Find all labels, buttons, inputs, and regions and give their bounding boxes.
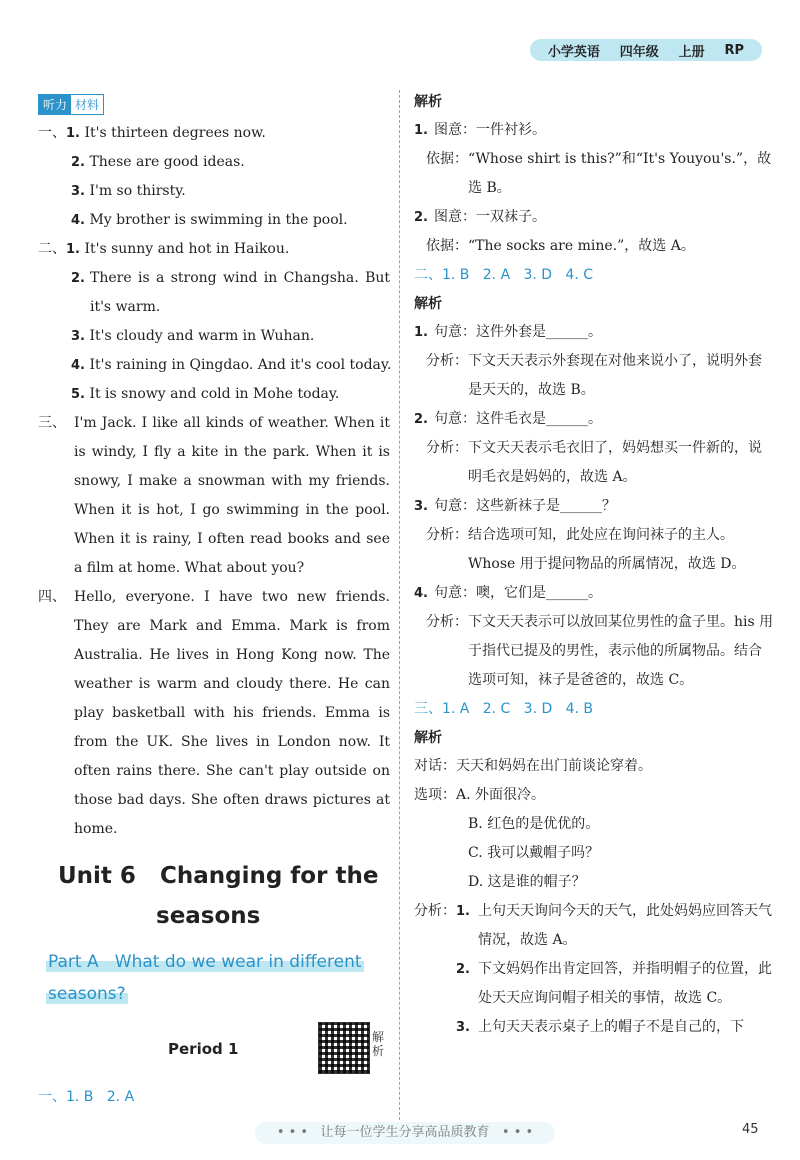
analysis-heading: 解析 [414, 730, 442, 746]
item-text: It's cloudy and warm in Wuhan. [89, 328, 315, 344]
section-4 [38, 583, 390, 844]
note-label: 句意： [434, 498, 476, 514]
section-2 [38, 235, 390, 409]
period-title: Period 1 [168, 1040, 239, 1058]
part-title [38, 946, 390, 1010]
note-line [414, 608, 774, 695]
part1-notes [414, 116, 774, 261]
list-item [38, 264, 390, 322]
note-label: 对话： [414, 758, 456, 774]
item-number: 3. [71, 184, 85, 199]
options-block [414, 781, 774, 897]
section-label: 四、 [38, 589, 66, 605]
section-label: 一、 [38, 125, 66, 141]
header-edition: RP [724, 42, 745, 58]
note-label: 分析： [426, 527, 468, 543]
section-1 [38, 119, 390, 235]
note-label: 句意： [434, 324, 476, 340]
part-title-line-1: Part A What do we wear in different [48, 952, 362, 972]
item-text: It's raining in Qingdao. And it's cool today. [89, 357, 392, 373]
list-item [38, 380, 390, 409]
note-text: 下文天天表示毛衣旧了，妈妈想买一件新的，说明毛衣是妈妈的，故选 A。 [468, 440, 762, 485]
list-item [38, 148, 390, 177]
unit-title-line-1: Unit 6 Changing for the [58, 863, 379, 889]
footer-slogan: • • • 让每一位学生分享高品质教育 • • • [255, 1122, 555, 1144]
header-term: 上册 [678, 44, 705, 60]
answers-section-2: 二、1. B 2. A 3. D 4. C [414, 267, 594, 283]
list-item [38, 119, 390, 148]
answers: 1. B 2. A [66, 1089, 135, 1105]
option-item: A. 外面很冷。 [456, 787, 546, 803]
note-label: 句意： [434, 411, 476, 427]
note-label: 依据： [426, 238, 468, 254]
note-text: 这件毛衣是______。 [476, 411, 602, 427]
page-number: 45 [742, 1122, 759, 1137]
note-label: 选项： [414, 787, 456, 803]
option-item: D. 这是谁的帽子？ [468, 874, 586, 890]
note-text: 这些新袜子是______？ [476, 498, 616, 514]
answers-section-3: 三、1. A 2. C 3. D 4. B [414, 701, 594, 717]
note-line [414, 434, 774, 492]
note-text: 天天和妈妈在出门前谈论穿着。 [456, 758, 652, 774]
note-line [414, 203, 774, 232]
section-label: 二、 [38, 241, 66, 257]
item-text: These are good ideas. [89, 154, 245, 170]
note-line [414, 492, 774, 521]
note-text: 一双袜子。 [476, 209, 546, 225]
note-text: 一件衬衫。 [476, 122, 546, 138]
options-list [456, 781, 774, 897]
answer-line [38, 1086, 134, 1106]
option-item: B. 红色的是优优的。 [468, 816, 600, 832]
note-text: 这件外套是______。 [476, 324, 602, 340]
part-title-line-2: seasons? [48, 984, 126, 1004]
section-label: 三、 [38, 415, 66, 431]
left-column [38, 94, 390, 1010]
item-number: 1. [66, 242, 80, 257]
item-number: 3. [71, 329, 85, 344]
item-number: 2. [414, 210, 428, 225]
qr-label: 解析 [372, 1030, 385, 1058]
item-number: 1. [414, 123, 428, 138]
passage-text: Hello, everyone. I have two new friends. They are Mark and Emma. Mark is from Australia. He lives in Hong Kong now. The weather is warm and cloudy there. He can play basketball with his friends. Emma is from the UK. She lives in London now. It often rains there. She can't play outside on those bad days. She often draws pictures at home. [74, 589, 390, 837]
note-line [414, 347, 774, 405]
item-number: 1. [456, 904, 470, 919]
header-grade: 四年级 [619, 44, 659, 60]
passage-text: I'm Jack. I like all kinds of weather. When it is windy, I fly a kite in the park. When it is snowy, I make a snowman with my friends. When it is hot, I go swimming in the pool. When it is rainy, I often read books and see a film at home. What about you? [74, 415, 390, 576]
note-label: 分析： [426, 440, 468, 456]
analysis-heading: 解析 [414, 296, 442, 312]
note-label: 图意： [434, 209, 476, 225]
dialog-line [414, 752, 774, 781]
analysis-item [456, 955, 774, 1013]
badge-part-1: 听力 [39, 95, 71, 114]
header-subject: 小学英语 [547, 44, 600, 60]
part2-notes [414, 318, 774, 695]
analysis-item [456, 897, 774, 955]
note-text: 结合选项可知，此处应在询问袜子的主人。Whose 用于提问物品的所属情况，故选 D。 [468, 527, 746, 572]
item-number: 4. [414, 586, 428, 601]
item-number: 3. [414, 499, 428, 514]
note-line [414, 521, 774, 579]
item-number: 2. [71, 155, 85, 170]
note-line [414, 116, 774, 145]
item-number: 2. [414, 412, 428, 427]
note-label: 分析： [414, 903, 456, 919]
option-item: C. 我可以戴帽子吗？ [468, 845, 600, 861]
item-number: 2. [456, 962, 470, 977]
right-column [414, 88, 774, 1042]
analysis-list [456, 897, 774, 1042]
note-line [414, 579, 774, 608]
unit-title [38, 856, 390, 936]
item-text: It's sunny and hot in Haikou. [84, 241, 290, 257]
unit-title-line-2: seasons [156, 903, 261, 929]
listening-material-badge [38, 94, 104, 115]
note-text: 下文天天表示可以放回某位男性的盒子里。his 用于指代已提及的男性，表示他的所属物品。结合选项可知，袜子是爸爸的，故选 C。 [468, 614, 774, 688]
analysis-item [456, 1013, 774, 1042]
note-text: “Whose shirt is this?”和“It's Youyou's.”，故选 B。 [468, 151, 772, 196]
analysis-heading: 解析 [414, 94, 442, 110]
badge-part-2: 材料 [71, 95, 103, 114]
header-bar [530, 39, 762, 61]
section-label: 一、 [38, 1089, 66, 1105]
item-number: 1. [414, 325, 428, 340]
item-text: It is snowy and cold in Mohe today. [89, 386, 340, 402]
item-number: 5. [71, 387, 85, 402]
note-label: 依据： [426, 151, 468, 167]
item-number: 3. [456, 1020, 470, 1035]
list-item [38, 177, 390, 206]
note-label: 分析： [426, 614, 468, 630]
item-number: 2. [71, 271, 85, 286]
item-text: My brother is swimming in the pool. [89, 212, 348, 228]
item-text: There is a strong wind in Changsha. But it's warm. [89, 270, 390, 315]
note-text: 噢，它们是______。 [476, 585, 602, 601]
item-number: 4. [71, 358, 85, 373]
note-label: 句意： [434, 585, 476, 601]
list-item [38, 351, 390, 380]
note-text: 下文天天表示外套现在对他来说小了，说明外套是天天的，故选 B。 [468, 353, 762, 398]
column-divider [399, 90, 400, 1140]
list-item [38, 322, 390, 351]
note-line [414, 405, 774, 434]
section-3 [38, 409, 390, 583]
note-label: 图意： [434, 122, 476, 138]
note-line [414, 232, 774, 261]
list-item [38, 235, 390, 264]
note-text: 下文妈妈作出肯定回答，并指明帽子的位置，此处天天应询问帽子相关的事情，故选 C。 [478, 961, 772, 1006]
note-line [414, 145, 774, 203]
item-text: It's thirteen degrees now. [84, 125, 266, 141]
item-number: 1. [66, 126, 80, 141]
item-number: 4. [71, 213, 85, 228]
note-text: “The socks are mine.”，故选 A。 [468, 238, 695, 254]
qr-code[interactable] [318, 1022, 370, 1074]
note-text: 上句天天表示桌子上的帽子不是自己的，下 [478, 1019, 744, 1035]
analysis-block [414, 897, 774, 1042]
note-text: 上句天天询问今天的天气，此处妈妈应回答天气情况，故选 A。 [478, 903, 772, 948]
item-text: I'm so thirsty. [89, 183, 186, 199]
list-item [38, 206, 390, 235]
note-line [414, 318, 774, 347]
note-label: 分析： [426, 353, 468, 369]
